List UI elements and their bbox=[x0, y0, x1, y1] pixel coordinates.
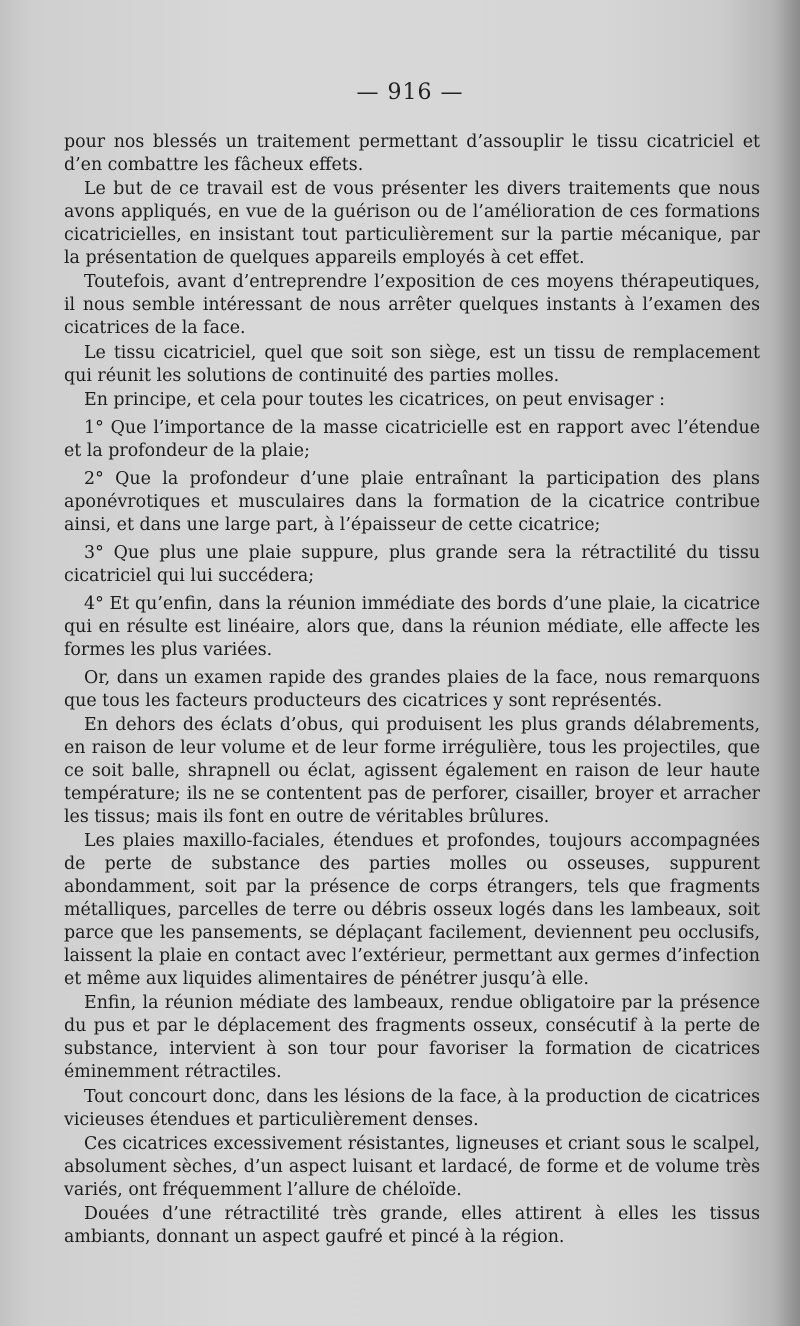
paragraph-scar-tissue: Le tissu cicatriciel, quel que soit son siège, est un tissu de remplacement qui réunit les solutions de continuité des parties molles. bbox=[64, 342, 760, 386]
paragraph-conclusion: Tout concourt donc, dans les lésions de la face, à la production de cicatrices vicieuses étendues et particulièrement denses. bbox=[64, 1086, 760, 1130]
paragraph-maxillofacial: Les plaies maxillo-faciales, étendues et profondes, toujours accompagnées de perte de substance des parties molles ou osseuses, suppurent abondamment, soit par la présence de corps étrangers, tels que fragments métalliques, parcelles de terre ou débris osseux logés dans les lambeaux, soit parce que les pansements, se déplaçant facilement, deviennent peu occlusifs, laissent la plaie en contact avec l’extérieur, permettant aux germes d’infection et même aux liquides alimentaires de pénétrer jusqu’à elle. bbox=[64, 831, 760, 990]
body-text bbox=[64, 131, 760, 1250]
paragraph-scar-description: Ces cicatrices excessivement résistantes, ligneuses et criant sous le scalpel, absolument sèches, d’un aspect luisant et lardacé, de forme et de volume très variés, ont fréquemment l’allure de chéloïde. bbox=[64, 1133, 760, 1200]
paragraph-point-2: 2° Que la profondeur d’une plaie entraînant la participation des plans aponévrotiques et musculaires dans la formation de la cicatrice contribue ainsi, et dans une large part, à l’épaisseur de cette cicatrice; bbox=[64, 468, 760, 535]
paragraph-purpose: Le but de ce travail est de vous présenter les divers traitements que nous avons appliqués, en vue de la guérison ou de l’amélioration de ces formations cicatricielles, en insistant tout particulièrement sur la partie mécanique, par la présentation de quelques appareils employés à cet effet. bbox=[64, 179, 760, 269]
paragraph-face-scars: Toutefois, avant d’entreprendre l’exposition de ces moyens thérapeutiques, il nous semble intéressant de nous arrêter quelques instants à l’examen des cicatrices de la face. bbox=[64, 272, 760, 339]
paragraph-mediate-union: Enfin, la réunion médiate des lambeaux, rendue obligatoire par la présence du pus et par le déplacement des fragments osseux, consécutif à la perte de substance, intervient à son tour pour favoriser la formation de cicatrices éminemment rétractiles. bbox=[64, 993, 760, 1083]
paragraph-principle: En principe, et cela pour toutes les cicatrices, on peut envisager : bbox=[84, 389, 665, 410]
page-number: — 916 — bbox=[356, 80, 464, 105]
paragraph-point-4: 4° Et qu’enfin, dans la réunion immédiate des bords d’une plaie, la cicatrice qui en résulte est linéaire, alors que, dans la réunion médiate, elle affecte les formes les plus variées. bbox=[64, 593, 760, 660]
paragraph-continuation: pour nos blessés un traitement permettant d’assouplir le tissu cicatriciel et d’en combattre les fâcheux effets. bbox=[64, 132, 760, 175]
paragraph-retractility: Douées d’une rétractilité très grande, elles attirent à elles les tissus ambiants, donnant un aspect gaufré et pincé à la région. bbox=[64, 1203, 760, 1247]
paragraph-projectiles: En dehors des éclats d’obus, qui produisent les plus grands délabrements, en raison de leur volume et de leur forme irrégulière, tous les projectiles, que ce soit balle, shrapnell ou éclat, agissent également en raison de leur haute température; ils ne se contentent pas de perforer, cisailler, broyer et arracher les tissus; mais ils font en outre de véritables brûlures. bbox=[64, 714, 760, 827]
paragraph-point-1: 1° Que l’importance de la masse cicatricielle est en rapport avec l’étendue et la profondeur de la plaie; bbox=[64, 417, 760, 461]
paragraph-factors: Or, dans un examen rapide des grandes plaies de la face, nous remarquons que tous les facteurs producteurs des cicatrices y sont représentés. bbox=[64, 667, 760, 711]
paragraph-point-3: 3° Que plus une plaie suppure, plus grande sera la rétractilité du tissu cicatriciel qui lui succédera; bbox=[64, 542, 760, 586]
